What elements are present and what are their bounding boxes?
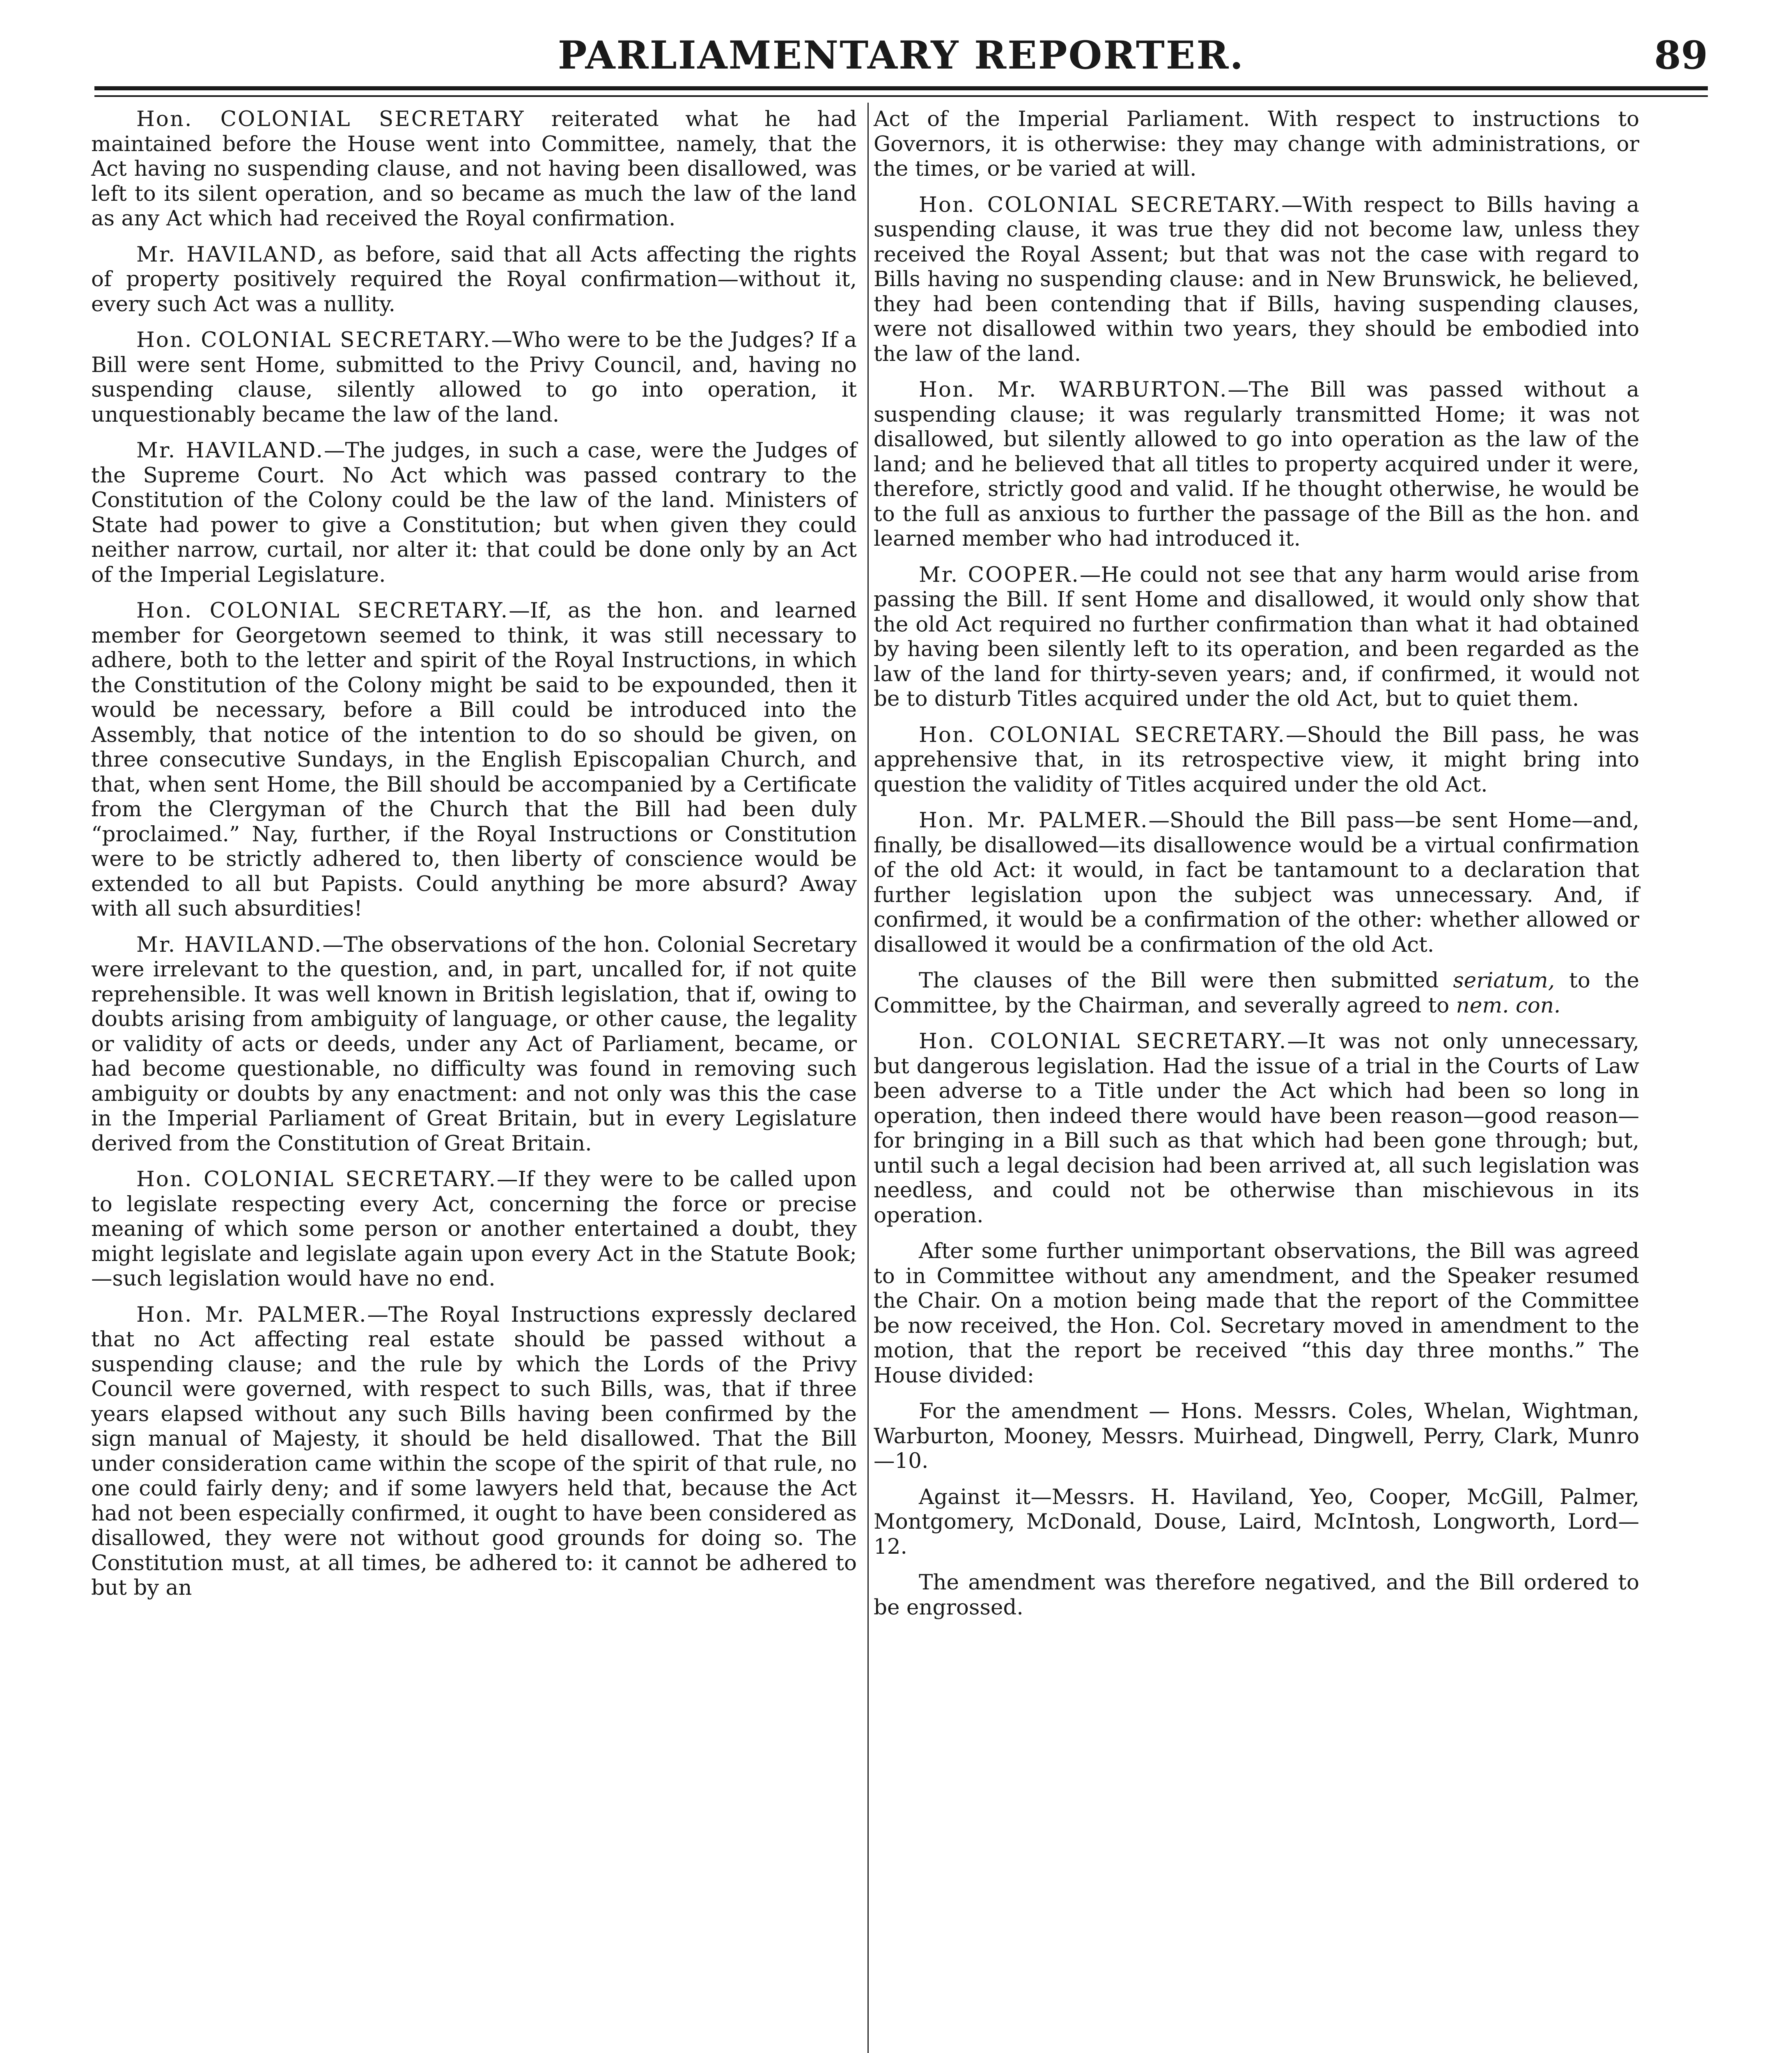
paragraph: [91, 1167, 857, 1291]
paragraph: [874, 377, 1639, 551]
paragraph-text: The amendment was therefore negatived, and the Bill ordered to be engrossed.: [874, 1570, 1639, 1620]
paragraph: [91, 438, 857, 587]
speaker-name: Hon. COLONIAL SECRETARY.: [919, 1029, 1287, 1054]
paragraph-text: —The Royal Instructions expressly declared that no Act affecting real estate should be passed without a suspending clause; and the rule by which the Lords of the Privy Council were governed, with respect to such Bills, was, that if three years elapsed without any such Bills having been confirmed by the sign manual of Majesty, it should be held disallowed. That the Bill under consideration came within the scope of the spirit of that rule, no one could fairly deny; and if some lawyers held that, because the Act had not been especially confirmed, it ought to have been considered as disallowed, they were not without good grounds for doing so. The Constitution must, at all times, be adhered to: it cannot be adhered to but by an: [91, 1302, 857, 1600]
paragraph-text: The clauses of the Bill were then submitted: [919, 968, 1453, 993]
header-rule-thick: [94, 86, 1708, 90]
speaker-name: Hon. COLONIAL SECRETARY.: [136, 598, 509, 623]
paragraph-text: , as before, said that all Acts affecting the rights of property positively required the Royal confirmation—without it, every such Act was a nullity.: [91, 242, 857, 317]
paragraph: [874, 193, 1639, 367]
paragraph: [91, 242, 857, 317]
latin-term: seriatum,: [1453, 968, 1555, 993]
speaker-name: Hon. COLONIAL SECRETARY.: [136, 328, 491, 352]
paragraph: [874, 1239, 1639, 1388]
page-header: [94, 29, 1708, 82]
vote-list-against: [874, 1485, 1639, 1559]
header-rule-thin: [94, 95, 1708, 97]
paragraph: [91, 598, 857, 921]
paragraph-text: —With respect to Bills having a suspending clause, it was true they did not become law, unless they received the Royal Assent; but that was not the case with regard to Bills having no suspending clause: and in New Brunswick, he believed, they had been contending that if Bills, having suspending clauses, were not disallowed within two years, they should be embodied into the law of the land.: [874, 192, 1640, 366]
paragraph-text: —If they were to be called upon to legislate respecting every Act, concerning the force or precise meaning of which some person or another entertained a doubt, they might legislate and legislate again upon every Act in the Statute Book;—such legislation would have no end.: [91, 1167, 857, 1291]
paragraph: [91, 107, 857, 231]
speaker-name: Mr. HAVILAND: [136, 242, 317, 267]
paragraph: [874, 563, 1639, 712]
paragraph: [874, 1029, 1639, 1228]
speaker-name: Hon. Mr. PALMER.: [136, 1302, 367, 1327]
page-number: 89: [1654, 33, 1708, 78]
paragraph-text: —Who were to be the Judges? If a Bill were sent Home, submitted to the Privy Council, and, having no suspending clause, silently allowed to go into operation, it unquestionably became the law of the land.: [91, 328, 857, 427]
running-title: PARLIAMENTARY REPORTER.: [558, 33, 1245, 78]
paragraph: [91, 932, 857, 1156]
paragraph: [874, 723, 1639, 797]
speaker-name: Mr. COOPER.: [919, 562, 1080, 587]
speaker-name: Hon. COLONIAL SECRETARY.: [919, 192, 1282, 217]
paragraph-continuation: [874, 107, 1639, 181]
speaker-name: Hon. COLONIAL SECRETARY.: [919, 722, 1286, 747]
paragraph: [91, 1302, 857, 1601]
left-column: [91, 107, 857, 1612]
paragraph: [874, 968, 1639, 1018]
paragraph: [874, 1570, 1639, 1620]
paragraph-text: —If, as the hon. and learned member for Georgetown seemed to think, it was still necessary to adhere, both to the letter and spirit of the Royal Instructions, in which the Constitution of the Colony might be said to be expounded, then it would be necessary, before a Bill could be introduced into the Assembly, that notice of the intention to do so should be given, on three consecutive Sundays, in the English Episcopalian Church, and that, when sent Home, the Bill should be accompanied by a Certificate from the Clergyman of the Church that the Bill had been duly “proclaimed.” Nay, further, if the Royal Instructions or Constitution were to be strictly adhered to, then liberty of conscience would be extended to all but Papists. Could anything be more absurd? Away with all such absurdities!: [91, 598, 857, 921]
paragraph-text: —The judges, in such a case, were the Judges of the Supreme Court. No Act which was passed contrary to the Constitution of the Colony could be the law of the land. Ministers of State had power to give a Constitution; but when given they could neither narrow, curtail, nor alter it: that could be done only by an Act of the Imperial Legislature.: [91, 438, 857, 587]
speaker-name: Hon. COLONIAL SECRETARY: [136, 107, 525, 131]
paragraph-text: Act of the Imperial Parliament. With respect to instructions to Governors, it is otherwise: they may change with administrations, or the times, or be varied at will.: [874, 107, 1639, 181]
paragraph-text: —The Bill was passed without a suspending clause; it was regularly transmitted Home; it was not disallowed, but silently allowed to go into operation as the law of the land; and he believed that all titles to property acquired under it were, therefore, strictly good and valid. If he thought otherwise, he would be to the full as anxious to further the passage of the Bill as the hon. and learned member who had introduced it.: [874, 377, 1639, 551]
paragraph-text: —He could not see that any harm would arise from passing the Bill. If sent Home and disallowed, it would only show that the old Act required no further confirmation than what it had obtained by having been silently left to its operation, and been regarded as the law of the land for thirty-seven years; and, if confirmed, it would not be to disturb Titles acquired under the old Act, but to quiet them.: [874, 562, 1640, 711]
paragraph-text: —Should the Bill pass—be sent Home—and, finally, be disallowed—its disallowence would be a virtual confirmation of the old Act: it would, in fact be tantamount to a declaration that further legislation upon the subject was unnecessary. And, if confirmed, it would be a confirmation of the other: whether allowed or disallowed it would be a confirmation of the old Act.: [874, 808, 1639, 957]
speaker-name: Mr. HAVILAND.: [136, 932, 323, 957]
paragraph-text: For the amendment — Hons. Messrs. Coles, Whelan, Wightman, Warburton, Mooney, Messrs. Muirhead, Dingwell, Perry, Clark, Munro—10.: [874, 1399, 1639, 1473]
paragraph-text: —The observations of the hon. Colonial Secretary were irrelevant to the question, and, in part, uncalled for, if not quite reprehensible. It was well known in British legislation, that if, owing to doubts arising from ambiguity of language, or other cause, the legality or validity of acts or deeds, under any Act of Parliament, became, or had become questionable, no difficulty was found in removing such ambiguity or doubts by any enactment: and not only was this the case in the Imperial Parliament of Great Britain, but in every Legislature derived from the Constitution of Great Britain.: [91, 932, 857, 1156]
speaker-name: Mr. HAVILAND.: [136, 438, 324, 463]
latin-term: nem. con.: [1456, 993, 1561, 1018]
column-divider: [867, 103, 869, 2053]
paragraph-text: to the Committee, by the Chairman, and severally agreed to: [874, 968, 1639, 1018]
paragraph-text: Against it—Messrs. H. Haviland, Yeo, Cooper, McGill, Palmer, Montgomery, McDonald, Douse, Laird, McIntosh, Longworth, Lord—12.: [874, 1484, 1639, 1559]
right-column: [874, 107, 1639, 1631]
paragraph-text: —It was not only unnecessary, but dangerous legislation. Had the issue of a trial in the Courts of Law been adverse to a Title under the Act which had been so long in operation, then indeed there would have been reason—good reason—for bringing in a Bill such as that which had been gone through; but, until such a legal decision had been arrived at, all such legislation was needless, and could not be otherwise than mischievous in its operation.: [874, 1029, 1640, 1228]
paragraph-text: —Should the Bill pass, he was apprehensive that, in its retrospective view, it might bring into question the validity of Titles acquired under the old Act.: [874, 722, 1639, 797]
paragraph-text: reiterated what he had maintained before the House went into Committee, namely, that the Act having no suspending clause, and not having been disallowed, was left to its silent operation, and so became as much the law of the land as any Act which had received the Royal confirmation.: [91, 107, 857, 231]
paragraph: [874, 808, 1639, 957]
speaker-name: Hon. Mr. WARBURTON.: [919, 377, 1228, 402]
speaker-name: Hon. COLONIAL SECRETARY.: [136, 1167, 497, 1192]
paragraph-text: After some further unimportant observations, the Bill was agreed to in Committee without any amendment, and the Speaker resumed the Chair. On a motion being made that the report of the Committee be now received, the Hon. Col. Secretary moved in amendment to the motion, that the report be received “this day three months.” The House divided:: [874, 1239, 1639, 1388]
vote-list-for: [874, 1399, 1639, 1474]
speaker-name: Hon. Mr. PALMER.: [919, 808, 1149, 833]
paragraph: [91, 328, 857, 427]
